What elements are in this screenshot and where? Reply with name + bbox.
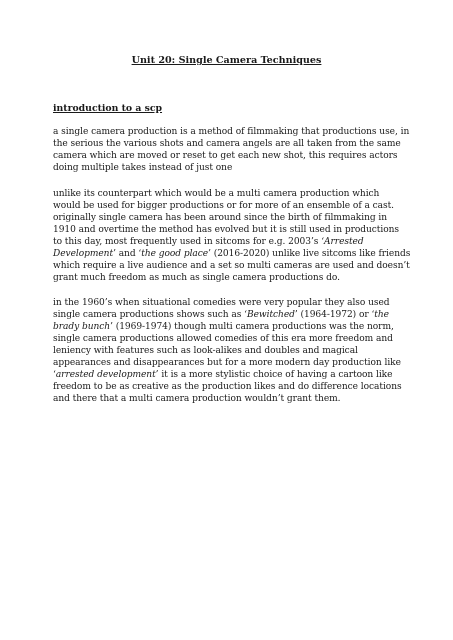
text-run: would be used for bigger productions or for more of an ensemble of a cast.	[53, 201, 394, 211]
text-run: single camera productions shows such as ‘	[53, 310, 247, 320]
text-run: freedom to be as creative as the production likes and do difference locations	[53, 382, 402, 392]
text-line	[53, 212, 413, 224]
text-run: 1910 and overtime the method has evolved but it is still used in productions	[53, 225, 399, 235]
text-run: ’ (2016-2020) unlike live sitcoms like friends	[208, 249, 411, 259]
text-run: and there that a multi camera production wouldn’t grant them.	[53, 394, 341, 404]
text-line	[53, 333, 413, 345]
text-line	[53, 188, 413, 200]
text-run: single camera productions allowed comedies of this era more freedom and	[53, 334, 393, 344]
text-line	[53, 138, 413, 150]
text-run: grant much freedom as much as single camera productions do.	[53, 273, 340, 283]
italic-text: Bewitched	[247, 310, 295, 320]
text-line	[53, 272, 413, 284]
text-line	[53, 224, 413, 236]
text-run: ’ and ‘	[113, 249, 142, 259]
text-line	[53, 150, 413, 162]
italic-text: Arrested	[324, 237, 364, 247]
text-run: ‘	[53, 370, 56, 380]
italic-text: brady bunch	[53, 322, 111, 332]
text-run: leniency with features such as look-alikes and doubles and magical	[53, 346, 358, 356]
text-run: appearances and disappearances but for a more modern day production like	[53, 358, 401, 368]
text-line	[53, 345, 413, 357]
text-run: ’ (1969-1974) though multi camera productions was the norm,	[110, 322, 394, 332]
text-run: ’ (1964-1972) or ‘	[294, 310, 375, 320]
text-run: ’ it is a more stylistic choice of having a cartoon like	[155, 370, 393, 380]
paragraph-2	[53, 188, 413, 284]
section-heading: introduction to a scp	[53, 103, 163, 114]
text-line	[53, 357, 413, 369]
text-run: unlike its counterpart which would be a multi camera production which	[53, 189, 380, 199]
text-line	[53, 236, 413, 248]
text-line	[53, 162, 413, 174]
text-run: the serious the various shots and camera angels are all taken from the same	[53, 139, 401, 149]
text-line	[53, 248, 413, 260]
document-title: Unit 20: Single Camera Techniques	[131, 55, 322, 66]
text-run: to this day, most frequently used in sitcoms for e.g. 2003’s ‘	[53, 237, 325, 247]
text-line	[53, 200, 413, 212]
text-line	[53, 369, 413, 381]
text-line	[53, 309, 413, 321]
paragraph-1	[53, 126, 413, 174]
paragraph-3	[53, 297, 413, 405]
text-run: doing multiple takes instead of just one	[53, 163, 233, 173]
text-line	[53, 393, 413, 405]
italic-text: the good place	[141, 249, 209, 259]
text-line	[53, 381, 413, 393]
text-line	[53, 321, 413, 333]
text-run: in the 1960’s when situational comedies were very popular they also used	[53, 298, 390, 308]
text-run: originally single camera has been around since the birth of filmmaking in	[53, 213, 388, 223]
italic-text: arrested development	[55, 370, 156, 380]
italic-text: Development	[53, 249, 114, 259]
text-line	[53, 297, 413, 309]
italic-text: the	[374, 310, 389, 320]
text-run: which require a live audience and a set so multi cameras are used and doesn’t	[53, 261, 410, 271]
text-run: a single camera production is a method of filmmaking that productions use, in	[53, 127, 410, 137]
text-line	[53, 126, 413, 138]
text-line	[53, 260, 413, 272]
text-run: camera which are moved or reset to get each new shot, this requires actors	[53, 151, 398, 161]
